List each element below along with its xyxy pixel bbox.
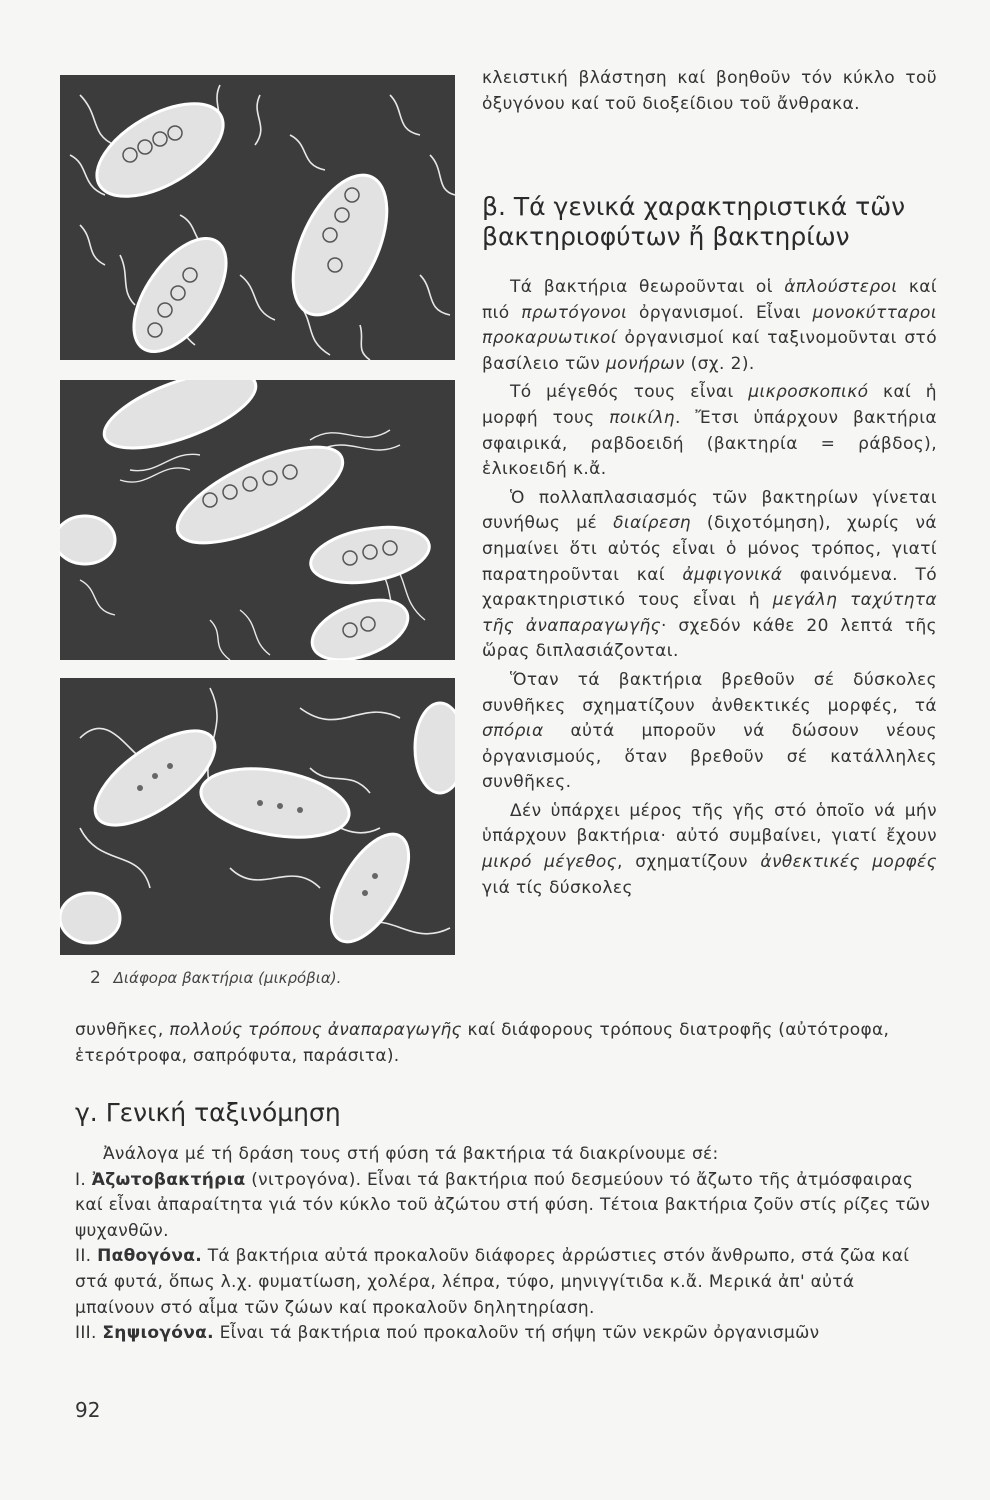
section-b-heading: β. Τά γενικά χαρακτηριστικά τῶν βακτηριοφύτων ἤ βακτηρίων <box>482 192 906 251</box>
classification-item-3: ΙΙΙ. Σηψιογόνα. Εἶναι τά βακτήρια πού προκαλοῦν τή σήψη τῶν νεκρῶν ὀργανισμῶν <box>75 1323 820 1344</box>
classification-item-2: ΙΙ. Παθογόνα. Τά βακτήρια αὐτά προκαλοῦν διάφορες ἀρρώστιες στόν ἄνθρωπο, στά ζῶα καί στά φυτά, ὅπως λ.χ. φυματίωση, χολέρα, λέπρα, τύφο, μηνιγγίτιδα κ.ἄ. Μερικά ἀπ' αὐτά μπαίνουν στό αἷμα τῶν ζώων καί προκαλοῦν δηλητηρίαση. <box>75 1246 910 1318</box>
section-b-continuation <box>75 1018 937 1069</box>
bacteria-illustration-1 <box>60 75 455 360</box>
section-b-paragraph-5: Δέν ὑπάρχει μέρος τῆς γῆς στό ὁποῖο νά μήν ὑπάρχουν βακτήρια· αὐτό συμβαίνει, γιατί ἔχουν μικρό μέγεθος, σχηματίζουν ἀνθεκτικές μορφές γιά τίς δύσκολες <box>482 800 938 898</box>
figure-caption <box>90 968 341 988</box>
section-c-heading: γ. Γενική ταξινόμηση <box>75 1098 341 1127</box>
bacteria-illustration-2 <box>60 380 455 660</box>
section-b-paragraph-2: Τό μέγεθός τους εἶναι μικροσκοπικό καί ἡ μορφή τους ποικίλη. Ἔτσι ὑπάρχουν βακτήρια σφαιρικά, ραβδοειδή (βακτηρία = ράβδος), ἑλικοειδή κ.ἄ. <box>482 382 937 480</box>
section-c-intro: Ἀνάλογα μέ τή δράση τους στή φύση τά βακτήρια τά διακρίνουμε σέ: <box>103 1144 719 1164</box>
section-b-body <box>482 272 937 901</box>
intro-continuation-text: κλειστική βλάστηση καί βοηθοῦν τόν κύκλο τοῦ ὀξυγόνου καί τοῦ διοξείδιου τοῦ ἄνθρακα. <box>482 68 937 114</box>
classification-item-1: Ι. Ἀζωτοβακτήρια (νιτρογόνα). Εἶναι τά βακτήρια πού δεσμεύουν τό ἄζωτο τῆς ἀτμόσφαιρας καί εἶναι ἀπαραίτητα γιά τόν κύκλο τοῦ ἀζώτου στή φύση. Τέτοια βακτήρια ζοῦν στίς ρίζες τῶν ψυχανθῶν. <box>75 1169 931 1241</box>
section-b-paragraph-4: Ὅταν τά βακτήρια βρεθοῦν σέ δύσκολες συνθῆκες σχηματίζουν ἀνθεκτικές μορφές, τά σπόρια αὐτά μποροῦν νά δώσουν νέους ὀργανισμούς, ὅταν βρεθοῦν σέ κατάλληλες συνθῆκες. <box>482 669 937 793</box>
intro-continuation <box>482 66 937 117</box>
section-b-paragraph-1: Τά βακτήρια θεωροῦνται οἱ ἁπλούστεροι καί πιό πρωτόγονοι ὀργανισμοί. Εἶναι μονοκύτταροι προκαρυωτικοί ὀργανισμοί καί ταξινομοῦνται στό βασίλειο τῶν μονήρων (σχ. 2). <box>482 277 937 374</box>
figure-panel-bottom <box>60 678 455 955</box>
section-b-paragraph-5-continued: συνθῆκες, πολλούς τρόπους ἀναπαραγωγῆς καί διάφορους τρόπους διατροφῆς (αὐτότροφα, ἑτερότροφα, σαπρόφυτα, παράσιτα). <box>75 1020 890 1066</box>
section-c-body <box>75 1142 937 1347</box>
section-b-paragraph-3: Ὁ πολλαπλασιασμός τῶν βακτηρίων γίνεται συνήθως μέ διαίρεση (διχοτόμηση), χωρίς νά σημαίνει ὅτι αὐτός εἶναι ὁ μόνος τρόπος, γιατί παρατηροῦνται καί ἀμφιγονικά φαινόμενα. Τό χαρακτηριστικό τους εἶναι ἡ μεγάλη ταχύτητα τῆς ἀναπαραγωγῆς· σχεδόν κάθε 20 λεπτά τῆς ὥρας διπλασιάζονται. <box>482 487 937 662</box>
page-number: 92 <box>75 1398 101 1422</box>
figure-caption-text: Διάφορα βακτήρια (μικρόβια). <box>113 969 342 987</box>
figure-number: 2 <box>90 968 101 988</box>
figure-panel-top <box>60 75 455 360</box>
bacteria-illustration-3 <box>60 678 455 955</box>
figure-panel-middle <box>60 380 455 660</box>
